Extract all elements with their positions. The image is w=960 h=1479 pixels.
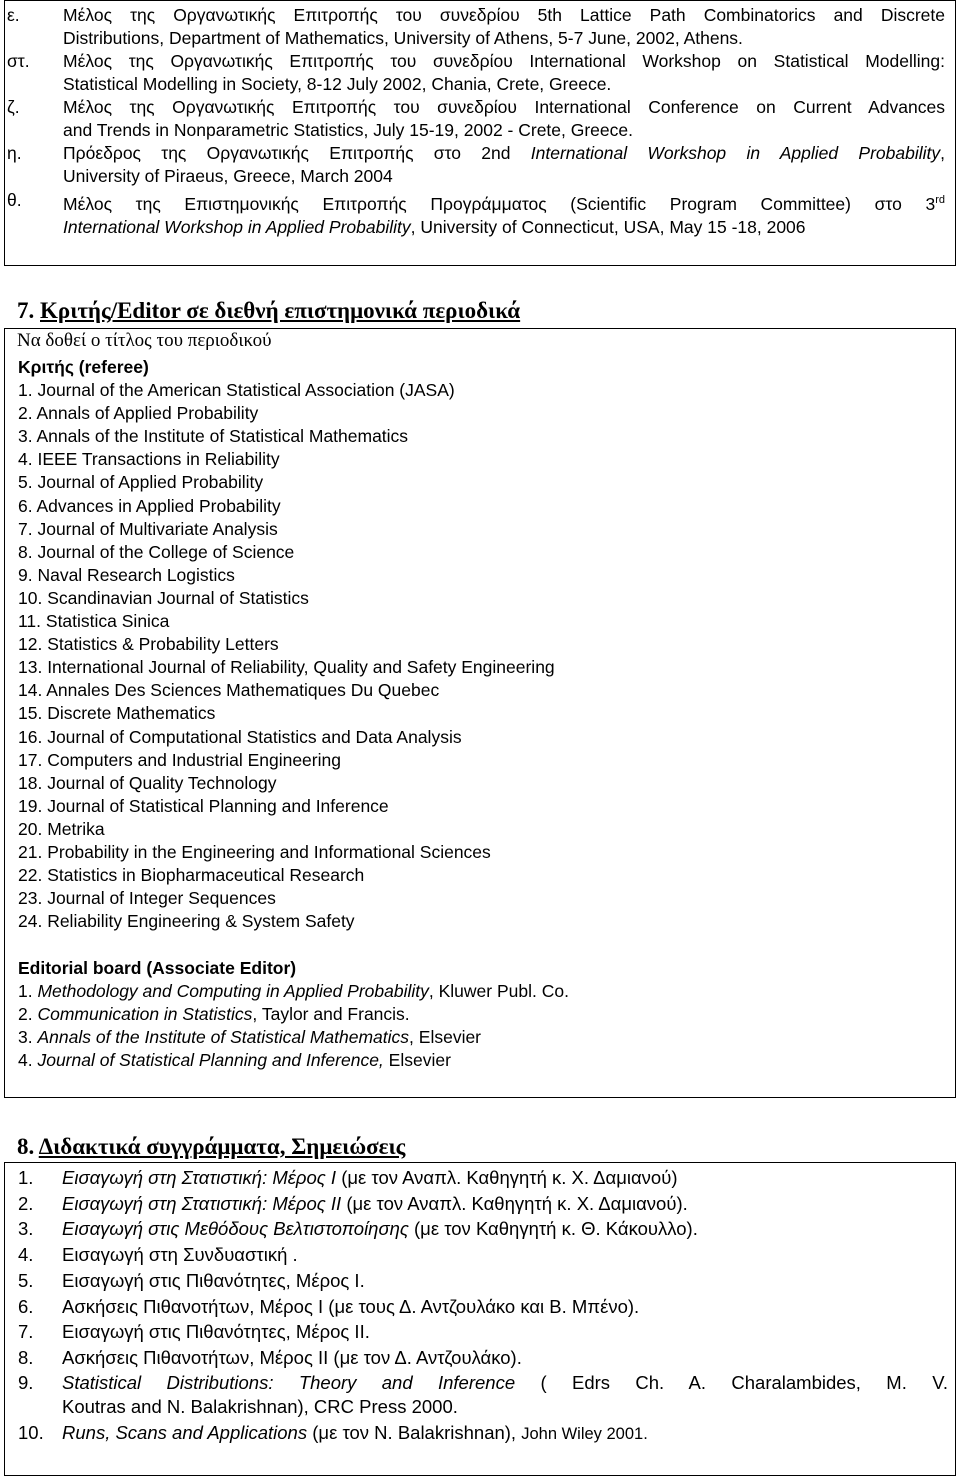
editorial-item: 2. Communication in Statistics, Taylor and Francis. xyxy=(18,1004,410,1024)
journal-item: 10. Scandinavian Journal of Statistics xyxy=(18,587,309,608)
editorial-item: 3. Annals of the Institute of Statistical Mathematics, Elsevier xyxy=(18,1027,482,1047)
journal-item: 2. Annals of Applied Probability xyxy=(18,403,259,424)
journal-item: 1. Journal of the American Statistical Association (JASA) xyxy=(18,380,455,400)
journal-item: 7. Journal of Multivariate Analysis xyxy=(18,518,278,539)
journal-item: 16. Journal of Computational Statistics and Data Analysis xyxy=(18,726,462,747)
editor-box xyxy=(4,328,956,1098)
journal-item: 20. Metrika xyxy=(18,818,105,839)
journal-item: 21. Probability in the Engineering and Informational Sciences xyxy=(18,842,491,862)
journal-item: 9. Naval Research Logistics xyxy=(18,564,235,585)
journal-item: 5. Journal of Applied Probability xyxy=(18,472,264,493)
journal-item: 17. Computers and Industrial Engineering xyxy=(18,749,341,770)
committees-box: ε. Μέλος της Οργανωτικής Επιτροπής του συνεδρίου 5th Lattice Path Combinatorics and Discrete Distributions, Department of Mathematics, University of Athens, 5-7 June, 2002, Athens. στ. Μέλος της Οργανωτικής Επιτροπής του συνεδρίου International Workshop on Statistical Modelling: Statistical Modelling in Society, 8-12 July 2002, Chania, Crete, Greece. ζ. Μέλος της Οργανωτικής Επιτροπής του συνεδρίου International Conference on Current Advances and Trends in Nonparametric Statistics, July 15-19, 2002 - Crete, Greece. η. Πρόεδρος της Οργανωτικής Επιτροπής στο 2nd International Workshop in Applied Probability, University of Piraeus, Greece, March 2004 θ. Μέλος της Επιστημονικής Επιτροπής Προγράμματος (Scientific Program Committee) στο 3rd International Workshop in Applied Probability, University of Connecticut, USA, May 15 -18, 2006 xyxy=(4,0,956,266)
journal-item: 23. Journal of Integer Sequences xyxy=(18,888,276,909)
journal-item: 15. Discrete Mathematics xyxy=(18,703,216,724)
referee-title: Κριτής (referee) xyxy=(18,357,149,377)
journal-item: 13. International Journal of Reliability, Quality and Safety Engineering xyxy=(18,657,555,678)
journal-item: 22. Statistics in Biopharmaceutical Research xyxy=(18,865,365,886)
editorial-item: 4. Journal of Statistical Planning and Inference, Elsevier xyxy=(18,1050,451,1070)
editorial-title: Editorial board (Associate Editor) xyxy=(18,958,297,978)
journal-item: 12. Statistics & Probability Letters xyxy=(18,634,279,655)
journal-item: 8. Journal of the College of Science xyxy=(18,541,295,562)
journal-item: 4. IEEE Transactions in Reliability xyxy=(18,449,280,470)
textbooks-box: 1. Εισαγωγή στη Στατιστική: Μέρος Ι (με τον Αναπλ. Καθηγητή κ. Χ. Δαμιανού) 2. Εισαγωγή στη Στατιστική: Μέρος ΙΙ (με τον Αναπλ. Καθηγητή κ. Χ. Δαμιανού). 3. Εισαγωγή στις Μεθόδους Βελτιστοποίησης (με τον Καθηγητή κ. Θ. Κάκουλλο). 4. Εισαγωγή στη Συνδυαστική . 5. Εισαγωγή στις Πιθανότητες, Μέρος Ι. 6. Ασκήσεις Πιθανοτήτων, Μέρος Ι (με τους Δ. Αντζουλάκο και Β. Μπένο). 7. Εισαγωγή στις Πιθανότητες, Μέρος ΙΙ. 8. Ασκήσεις Πιθανοτήτων, Μέρος ΙΙ (με τον Δ. Αντζουλάκο). 9. Statistical Distributions: Theory and Inference ( Edrs Ch. A. Charalambides, M. V. Koutras and N. Balakrishnan), CRC Press 2000. 10. Runs, Scans and Applications (με τον N. Balakrishnan), John Wiley 2001. xyxy=(4,1162,956,1476)
section-7-subheading: Να δοθεί ο τίτλος του περιοδικού xyxy=(17,330,272,351)
section-8-heading: 8. Διδακτικά συγγράμματα, Σημειώσεις xyxy=(17,1134,406,1159)
journal-item: 14. Annales Des Sciences Mathematiques Du Quebec xyxy=(18,680,440,701)
journal-item: 3. Annals of the Institute of Statistical Mathematics xyxy=(18,426,409,447)
section-7-heading: 7. Κριτής/Editor σε διεθνή επιστημονικά περιοδικά xyxy=(17,298,521,323)
journal-item: 19. Journal of Statistical Planning and Inference xyxy=(18,795,389,816)
journal-item: 6. Advances in Applied Probability xyxy=(18,495,281,516)
journal-item: 24. Reliability Engineering & System Safety xyxy=(18,911,355,932)
editorial-item: 1. Methodology and Computing in Applied Probability, Kluwer Publ. Co. xyxy=(18,981,569,1001)
journal-item: 18. Journal of Quality Technology xyxy=(18,772,277,793)
journal-item: 11. Statistica Sinica xyxy=(18,611,170,631)
